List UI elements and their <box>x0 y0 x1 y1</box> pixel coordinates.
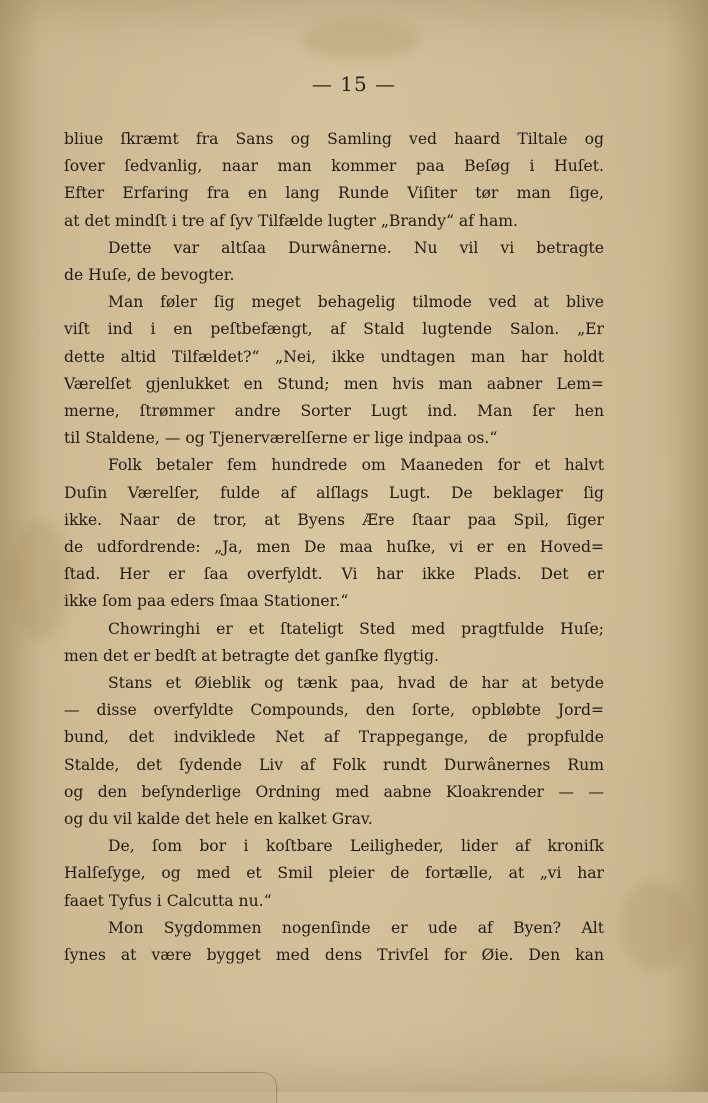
text-line: faaet Tyfus i Calcutta nu.“ <box>64 891 272 910</box>
page-edge-tab <box>0 1072 277 1103</box>
text-line: ſtad. Her er ſaa overfyldt. Vi har ikke Plads. Det er <box>64 565 604 584</box>
text-line: Duſin Værelſer, fulde af alſlags Lugt. De beklager ſig <box>64 483 604 502</box>
body-text <box>64 126 604 969</box>
text-line: bund, det indviklede Net af Trappegange, de propfulde <box>64 728 604 747</box>
text-line: Værelſet gjenlukket en Stund; men hvis man aabner Lem= <box>64 374 604 393</box>
text-line: bliue ſkræmt fra Sans og Samling ved haard Tiltale og <box>64 130 604 148</box>
paper-stain <box>10 520 70 640</box>
text-line: Efter Erfaring fra en lang Runde Viſiter tør man ſige, <box>64 184 604 203</box>
text-line: ſover ſedvanlig, naar man kommer paa Beſøg i Huſet. <box>64 157 604 176</box>
text-line: Chowringhi er et ſtateligt Sted med pragtfulde Huſe; <box>108 619 604 638</box>
text-line: Man føler ſig meget behagelig tilmode ved at blive <box>108 293 604 312</box>
text-line: de udfordrende: „Ja, men De maa huſke, vi er en Hoved= <box>64 538 604 557</box>
text-line: Halſeſyge, og med et Smil pleier de fortælle, at „vi har <box>64 864 604 883</box>
paragraph <box>64 915 604 969</box>
paragraph <box>64 235 604 289</box>
paragraph <box>64 126 604 235</box>
paper-stain <box>620 880 690 970</box>
text-line: at det mindſt i tre af ſyv Tilfælde lugter „Brandy“ af ham. <box>64 211 519 230</box>
page-number: — 15 — <box>311 72 397 96</box>
paragraph <box>64 833 604 915</box>
text-line: viſt ind i en peſtbefængt, af Stald lugtende Salon. „Er <box>64 320 604 339</box>
text-line: dette altid Tilfældet?“ „Nei, ikke undtagen man har holdt <box>64 347 604 366</box>
text-line: ſynes at være bygget med dens Trivſel for Øie. Den kan <box>64 946 604 965</box>
text-line: men det er bedſt at betragte det ganſke flygtig. <box>64 646 440 665</box>
paper-stain <box>300 20 420 60</box>
paragraph <box>64 452 604 615</box>
paragraph <box>64 670 604 833</box>
text-line: Stans et Øieblik og tænk paa, hvad de har at betyde <box>108 674 604 693</box>
text-line: Folk betaler fem hundrede om Maaneden for et halvt <box>108 456 604 475</box>
text-line: De, ſom bor i koſtbare Leiligheder, lider af kroniſk <box>108 837 604 856</box>
text-line: og den beſynderlige Ordning med aabne Kloakrender — — <box>64 782 604 801</box>
text-line: — disse overfyldte Compounds, den ſorte, opbløbte Jord= <box>64 701 604 720</box>
text-line: til Staldene, — og Tjenerværelſerne er lige indpaa os.“ <box>64 429 498 448</box>
text-line: ikke ſom paa eders ſmaa Stationer.“ <box>64 592 349 611</box>
text-line: og du vil kalde det hele en kalket Grav. <box>64 810 373 829</box>
text-line: de Huſe, de bevogter. <box>64 266 235 285</box>
paragraph <box>64 289 604 452</box>
text-line: Stalde, det ſydende Liv af Folk rundt Durwânernes Rum <box>64 755 604 774</box>
text-line: Dette var altſaa Durwânerne. Nu vil vi betragte <box>108 238 604 257</box>
text-line: ikke. Naar de tror, at Byens Ære ſtaar paa Spil, ſiger <box>64 510 604 529</box>
text-line: Mon Sygdommen nogenſinde er ude af Byen? Alt <box>108 918 604 937</box>
text-line: merne, ſtrømmer andre Sorter Lugt ind. Man ſer hen <box>64 402 604 421</box>
paragraph <box>64 616 604 670</box>
